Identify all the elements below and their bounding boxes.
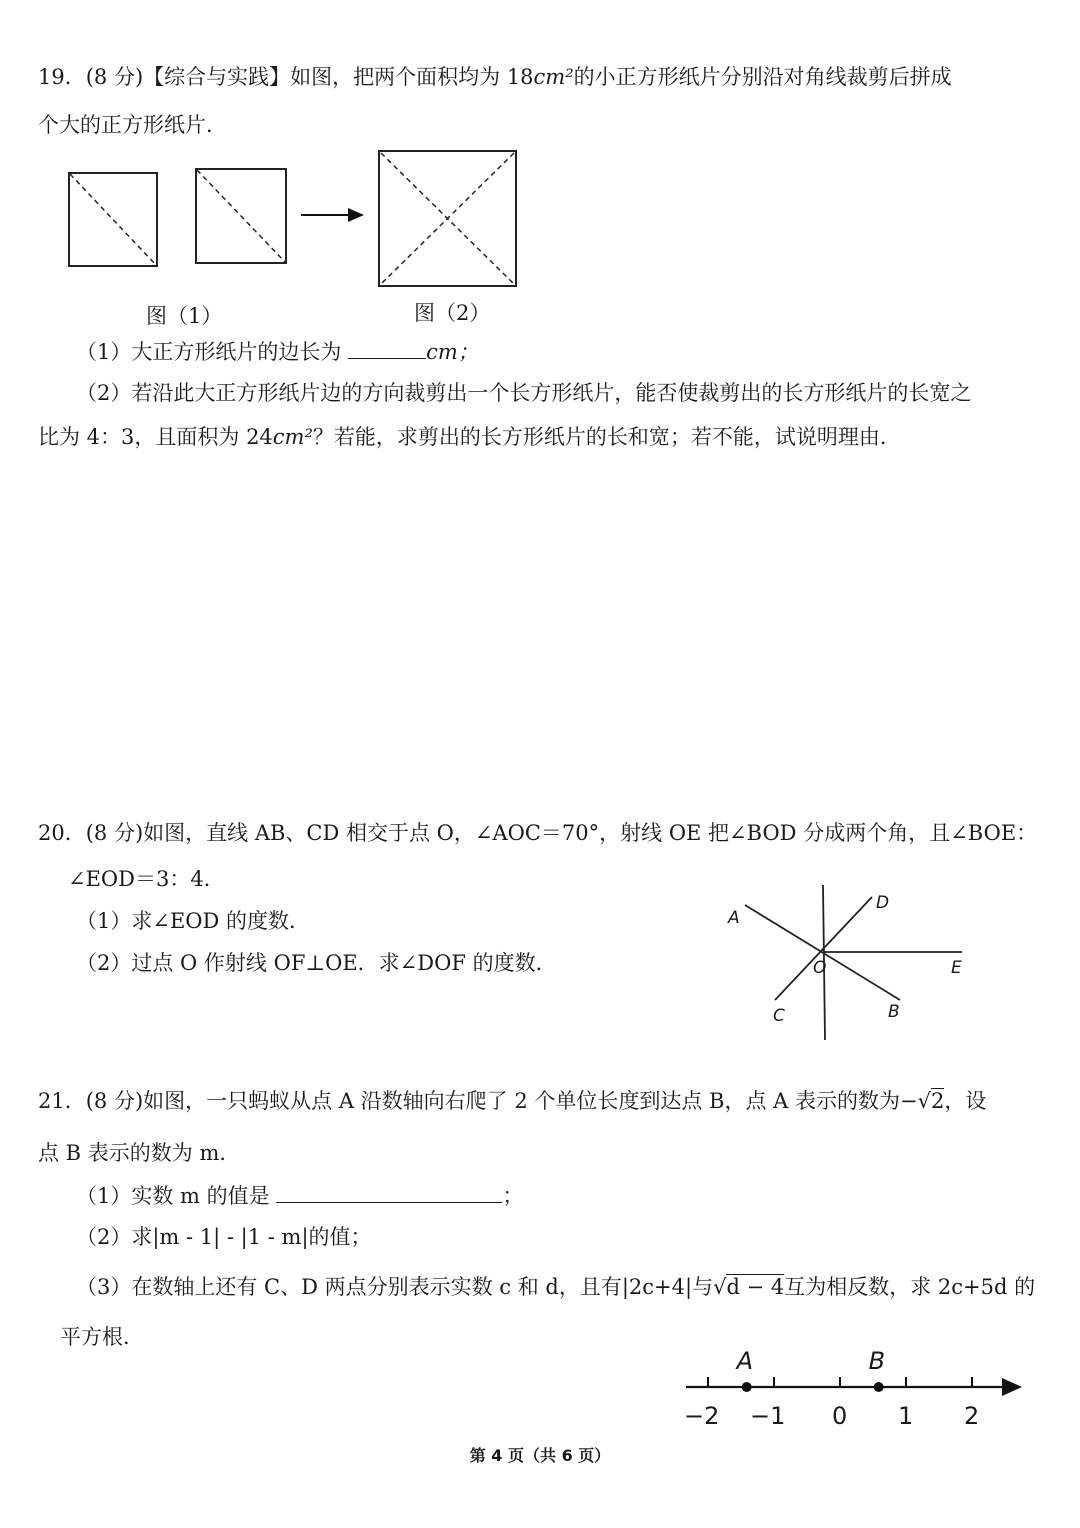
tick-label-2: 2	[964, 1402, 980, 1430]
q19-text: 19．(8 分)【综合与实践】如图，把两个面积均为 18	[38, 65, 534, 89]
number-line-arrow-icon	[1002, 1378, 1022, 1396]
q21-text: 21．(8 分)如图，一只蚂蚁从点 A 沿数轴向右爬了 2 个单位长度到达点 B，点 A 表示的数为−	[38, 1089, 918, 1113]
q19-part-2-text-end: ？若能，求剪出的长方形纸片的长和宽；若不能，试说明理由．	[312, 425, 901, 449]
q21-part-1-end: ；	[502, 1184, 524, 1208]
point-label-C: C	[773, 1006, 785, 1026]
q21-text-end: ，设	[944, 1089, 987, 1113]
q20-line-2: ∠EOD＝3：4．	[68, 867, 225, 891]
tick-label-neg2: −2	[684, 1402, 720, 1430]
axis-point-label-B: B	[868, 1347, 886, 1375]
point-B	[874, 1382, 884, 1392]
point-label-O: O	[813, 958, 827, 978]
q20-part-2: （2）过点 O 作射线 OF⊥OE．求∠DOF 的度数．	[76, 951, 557, 975]
tick-label-1: 1	[898, 1402, 914, 1430]
q19-part-2-unit: cm²	[272, 425, 313, 449]
q19-part-1-unit: cm；	[426, 340, 479, 364]
q19-part-2-line-1: （2）若沿此大正方形纸片边的方向裁剪出一个长方形纸片，能否使裁剪出的长方形纸片的长宽之	[76, 381, 972, 405]
page-footer: 第 4 页（共 6 页）	[469, 1446, 611, 1465]
q21-part-3-radicand: d − 4	[726, 1275, 785, 1299]
fig2-caption: 图（2）	[414, 301, 491, 325]
q19-line-2: 个大的正方形纸片．	[38, 113, 227, 137]
point-A	[742, 1382, 752, 1392]
q21-part-3-text-end: 互为相反数，求 2c+5d 的	[784, 1275, 1036, 1299]
tick-label-0: 0	[832, 1402, 848, 1430]
point-label-D: D	[876, 893, 890, 913]
q19-part-2-text: 比为 4：3，且面积为 24	[38, 425, 273, 449]
q19-text-end: 的小正方形纸片分别沿对角线裁剪后拼成	[573, 65, 952, 89]
tick-label-neg1: −1	[750, 1402, 786, 1430]
q21-part-3-text: （3）在数轴上还有 C、D 两点分别表示实数 c 和 d，且有|2c+4|与	[76, 1275, 714, 1299]
point-label-A: A	[728, 908, 740, 928]
q21-line-2: 点 B 表示的数为 m．	[38, 1141, 241, 1165]
q21-part-3-line-2: 平方根．	[60, 1325, 144, 1349]
q21-part-2: （2）求|m - 1| - |1 - m|的值；	[76, 1225, 372, 1249]
q20-part-1: （1）求∠EOD 的度数．	[76, 909, 311, 933]
q19-unit: cm²	[533, 65, 574, 89]
sqrt-sign-icon: √	[713, 1275, 727, 1299]
point-label-E: E	[951, 958, 962, 978]
q19-part-1-label: （1）大正方形纸片的边长为	[76, 340, 342, 364]
fig1-caption: 图（1）	[146, 304, 223, 328]
q21-part-1-label: （1）实数 m 的值是	[76, 1184, 270, 1208]
q20-line-1: 20．(8 分)如图，直线 AB、CD 相交于点 O，∠AOC＝70°，射线 OE 把∠BOD 分成两个角，且∠BOE：	[38, 821, 1038, 845]
axis-point-label-A: A	[736, 1347, 754, 1375]
sqrt-sign-icon: √	[917, 1089, 931, 1113]
q21-radicand: 2	[930, 1089, 945, 1113]
point-label-B: B	[888, 1002, 900, 1022]
